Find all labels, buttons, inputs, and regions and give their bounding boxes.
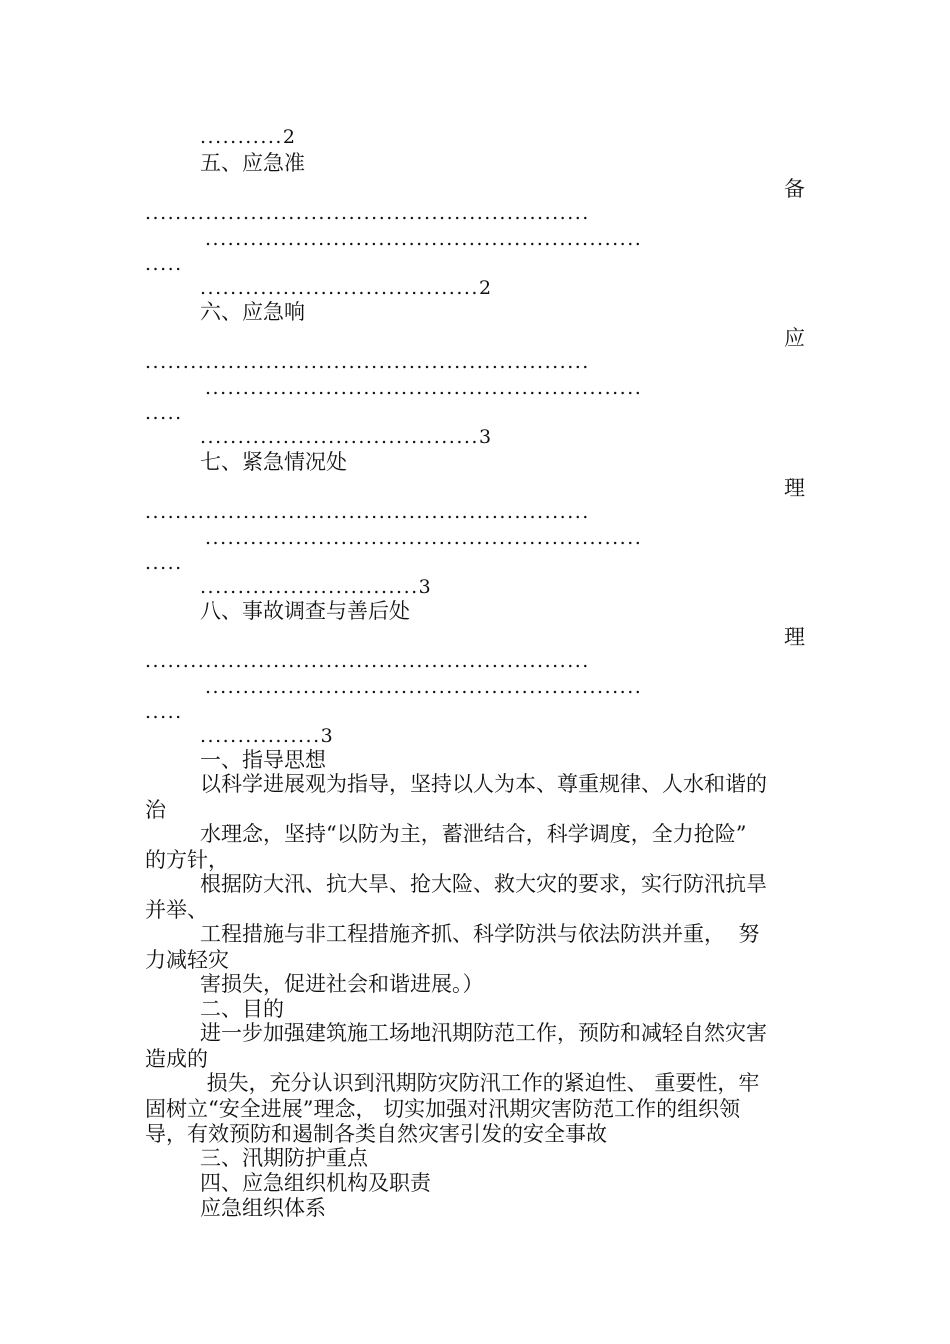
toc-item-dots: .....: [145, 701, 183, 723]
toc-item-wrap-char: 理: [784, 625, 805, 649]
paragraph-line: 固树立“安全进展”理念， 切实加强对汛期灾害防范工作的组织领: [145, 1097, 741, 1121]
paragraph-line: 害损失，促进社会和谐进展。）: [200, 972, 484, 996]
toc-item-wrap-char: 理: [784, 476, 805, 500]
toc-item-dots: ..........................................................: [205, 377, 643, 399]
toc-item-heading: 七、紧急情况处: [200, 450, 347, 474]
toc-item-wrap-char: 备: [784, 177, 805, 201]
toc-item-dots: .....: [145, 552, 183, 574]
section-title: 二、目的: [200, 997, 284, 1021]
toc-item-page: .....................................2: [200, 277, 493, 299]
toc-item-heading: 六、应急响: [200, 300, 305, 324]
toc-item-page: .............................3: [200, 576, 433, 598]
toc-item-page: .....................................3: [200, 426, 493, 448]
toc-lead-dots: ...........2: [200, 126, 297, 148]
toc-item-dots: ..........................................................: [205, 527, 643, 549]
paragraph-line: 导，有效预防和遏制各类自然灾害引发的安全事故: [145, 1122, 607, 1146]
paragraph-line: 并举、: [145, 898, 208, 922]
toc-item-heading: 五、应急准: [200, 151, 305, 175]
toc-item-dots: .....: [145, 253, 183, 275]
toc-item-dots: .....: [145, 402, 183, 424]
toc-item-dots: ...........................................................: [145, 650, 590, 672]
toc-item-wrap-char: 应: [784, 326, 805, 350]
paragraph-line: 进一步加强建筑施工场地汛期防范工作，预防和减轻自然灾害: [200, 1021, 767, 1045]
paragraph-line: 损失，充分认识到汛期防灾防汛工作的紧迫性、 重要性，牢: [200, 1071, 760, 1095]
toc-item-dots: ...........................................................: [145, 351, 590, 373]
toc-item-dots: ...........................................................: [145, 501, 590, 523]
paragraph-line: 根据防大汛、抗大旱、抢大险、救大灾的要求，实行防汛抗旱: [200, 872, 767, 896]
toc-item-dots: ...........................................................: [145, 202, 590, 224]
paragraph-line: 造成的: [145, 1047, 208, 1071]
paragraph-line: 的方针，: [145, 848, 229, 872]
section-title: 四、应急组织机构及职责: [200, 1171, 431, 1195]
subsection-title: 应急组织体系: [200, 1196, 326, 1220]
section-title: 三、汛期防护重点: [200, 1146, 368, 1170]
toc-item-heading: 八、事故调查与善后处: [200, 599, 410, 623]
toc-item-dots: ..........................................................: [205, 228, 643, 250]
paragraph-line: 水理念，坚持“以防为主，蓄泄结合，科学调度，全力抢险”: [200, 822, 747, 846]
section-title: 一、指导思想: [200, 748, 326, 772]
paragraph-line: 工程措施与非工程措施齐抓、科学防洪与依法防洪并重， 努: [200, 922, 760, 946]
paragraph-line: 力减轻灾: [145, 948, 229, 972]
toc-item-page: ................3: [200, 725, 335, 747]
toc-item-dots: ..........................................................: [205, 676, 643, 698]
paragraph-line: 以科学进展观为指导，坚持以人为本、尊重规律、人水和谐的: [200, 772, 767, 796]
paragraph-line: 治: [145, 798, 166, 822]
